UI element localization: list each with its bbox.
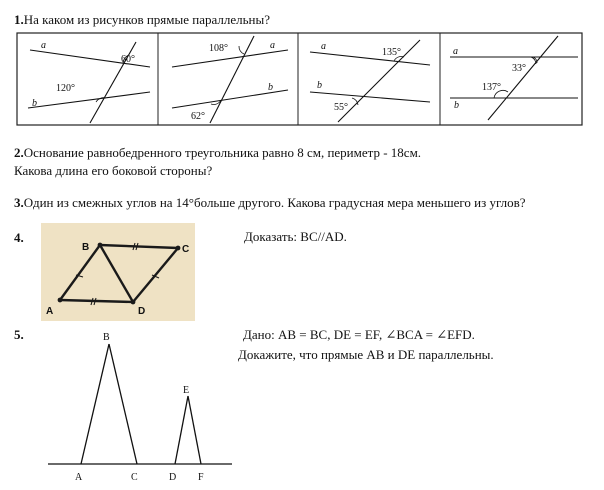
q5-number: 5. — [14, 327, 24, 342]
q1-p4-angle1: 33° — [512, 63, 526, 74]
q4-label-b: B — [82, 242, 90, 253]
q1-p3-line-a: a — [321, 41, 326, 52]
q4-label-c: C — [182, 244, 190, 255]
q1-figure-strip — [0, 30, 604, 130]
q2-line2: Какова длина его боковой стороны? — [14, 163, 213, 178]
q1-panel-4 — [450, 36, 578, 120]
q4-prove: Доказать: BC//AD. — [244, 229, 347, 244]
q1-p2-angle1: 108° — [209, 43, 228, 54]
q1-p3-angle2: 55° — [334, 102, 348, 113]
q1-p1-line-a: a — [41, 40, 46, 51]
q5-label-d: D — [169, 472, 177, 483]
q3-text: Один из смежных углов на 14°больше другого. Какова градусная мера меньшего из углов? — [23, 195, 526, 210]
q1-number: 1. — [14, 12, 24, 27]
q1-panel-3 — [310, 40, 430, 122]
q1-p1-angle2: 120° — [56, 83, 75, 94]
q4-number: 4. — [14, 230, 24, 245]
q5-label-c: C — [131, 472, 138, 483]
q5-label-b: B — [103, 332, 110, 343]
q1-text: На каком из рисунков прямые параллельны? — [23, 12, 270, 27]
q1-p3-line-b: b — [317, 80, 322, 91]
q1-p2-line-b: b — [268, 82, 273, 93]
q4-label-d: D — [138, 306, 146, 317]
q1-p2-angle2: 62° — [191, 111, 205, 122]
q1-p2-line-a: a — [270, 40, 275, 51]
q1-p4-line-a: a — [453, 46, 458, 57]
q2-number: 2. — [14, 145, 24, 160]
q5-label-a: A — [75, 472, 83, 483]
q3-line — [14, 195, 526, 211]
q4-label-a: A — [46, 306, 54, 317]
q1-p4-line-b: b — [454, 100, 459, 111]
q5-label-f: F — [198, 472, 204, 483]
q2-text-1: Основание равнобедренного треугольника равно 8 см, периметр - 18см. — [23, 145, 422, 160]
q1-panel-2 — [172, 36, 288, 123]
q4-paper-background — [41, 223, 195, 321]
q3-number: 3. — [14, 195, 24, 210]
q1-p4-angle2: 137° — [482, 82, 501, 93]
q4-figure — [40, 222, 196, 322]
q5-label-e: E — [183, 385, 190, 396]
q5-figure — [40, 325, 240, 485]
q5-given: Дано: AB = BC, DE = EF, ∠BCA = ∠EFD. — [243, 327, 475, 342]
q1-title — [14, 12, 270, 28]
q5-prove: Докажите, что прямые AB и DE параллельны. — [238, 347, 494, 362]
q2-line1 — [14, 145, 421, 161]
q1-panel-1 — [28, 40, 150, 123]
q1-p1-angle1: 60° — [121, 54, 135, 65]
q1-p3-angle1: 135° — [382, 47, 401, 58]
q1-p1-line-b: b — [32, 98, 37, 109]
